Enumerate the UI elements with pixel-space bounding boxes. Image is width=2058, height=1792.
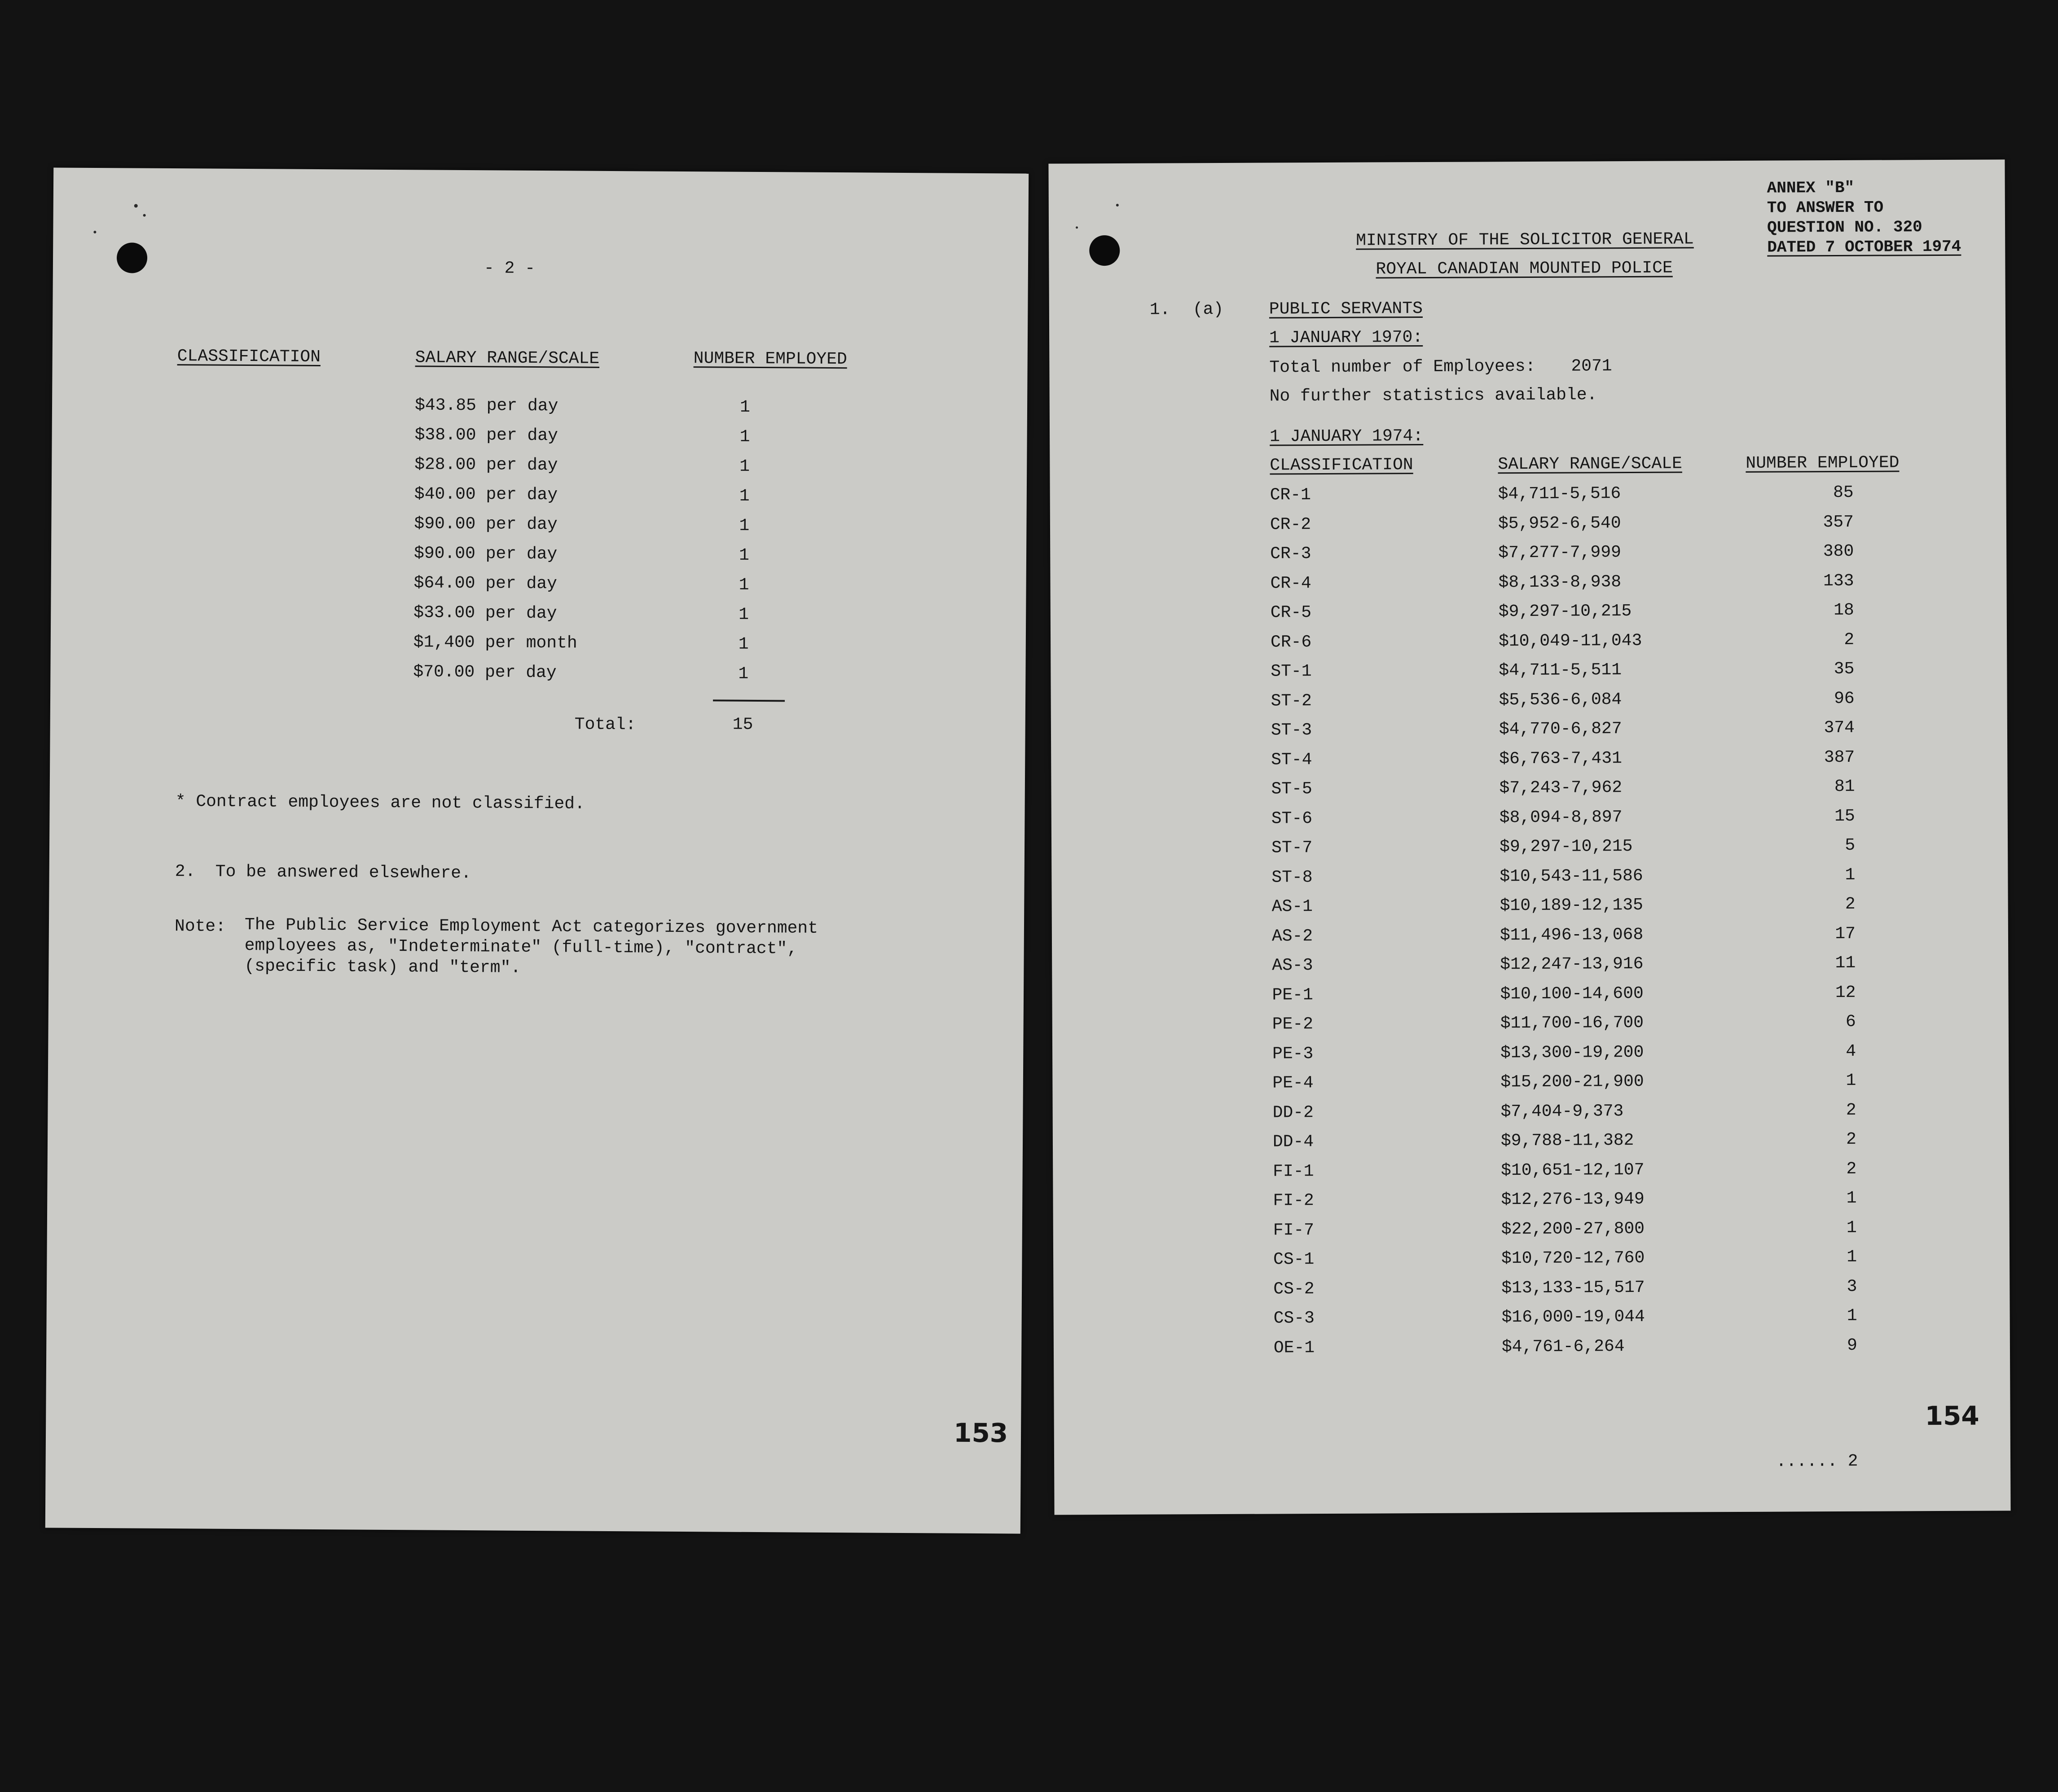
- right-row-classification: ST-3: [1271, 720, 1312, 740]
- right-row-salary: $4,770-6,827: [1499, 719, 1622, 739]
- right-row-classification: CR-2: [1270, 514, 1311, 535]
- right-row-employed: 15: [1834, 806, 1855, 826]
- note-label: Note:: [174, 917, 226, 936]
- right-row-salary: $9,788-11,382: [1500, 1130, 1634, 1151]
- right-row-classification: DD-4: [1272, 1132, 1314, 1152]
- right-row-salary: $7,243-7,962: [1499, 778, 1623, 798]
- right-row-classification: CR-3: [1270, 544, 1311, 564]
- right-row-classification: AS-2: [1271, 926, 1313, 946]
- right-row-salary: $7,277-7,999: [1498, 543, 1621, 563]
- right-row-classification: ST-1: [1271, 662, 1312, 681]
- left-row-salary: $43.85 per day: [414, 395, 558, 416]
- right-row-salary: $6,763-7,431: [1499, 748, 1622, 769]
- left-row-employed: 1: [738, 634, 749, 654]
- right-row-employed: 17: [1835, 924, 1856, 944]
- right-row-classification: ST-8: [1271, 867, 1313, 887]
- right-row-salary: $10,100-14,600: [1500, 984, 1644, 1004]
- right-row-classification: FI-2: [1273, 1191, 1314, 1211]
- right-row-salary: $10,651-12,107: [1501, 1160, 1645, 1180]
- right-page: [1048, 159, 2010, 1515]
- left-row-employed: 1: [739, 397, 750, 417]
- right-row-employed: 387: [1824, 747, 1855, 767]
- ministry-title: MINISTRY OF THE SOLICITOR GENERAL: [1356, 229, 1694, 250]
- left-row-employed: 1: [739, 486, 750, 506]
- right-row-salary: $10,720-12,760: [1501, 1248, 1645, 1269]
- right-row-classification: FI-7: [1273, 1220, 1315, 1240]
- right-row-employed: 35: [1834, 659, 1855, 679]
- right-row-salary: $9,297-10,215: [1498, 602, 1632, 622]
- left-page: [45, 167, 1029, 1533]
- left-row-employed: 1: [738, 664, 749, 684]
- page-marker: - 2 -: [484, 259, 536, 278]
- date-1974: 1 JANUARY 1974:: [1270, 426, 1424, 447]
- right-row-salary: $8,094-8,897: [1499, 807, 1623, 827]
- right-row-salary: $7,404-9,373: [1500, 1101, 1624, 1121]
- right-row-employed: 6: [1845, 1012, 1856, 1032]
- right-row-salary: $4,761-6,264: [1501, 1336, 1625, 1357]
- left-row-salary: $70.00 per day: [413, 662, 557, 683]
- no-stats-note: No further statistics available.: [1269, 385, 1597, 406]
- right-row-classification: ST-4: [1271, 750, 1312, 770]
- left-row-salary: $90.00 per day: [413, 544, 558, 564]
- left-row-employed: 1: [739, 575, 749, 595]
- left-row-employed: 1: [739, 516, 750, 536]
- right-row-employed: 81: [1834, 777, 1855, 797]
- left-row-employed: 1: [739, 605, 749, 624]
- right-row-employed: 1: [1845, 865, 1856, 885]
- right-row-employed: 3: [1847, 1277, 1857, 1296]
- right-row-employed: 9: [1847, 1335, 1858, 1355]
- header-salary: SALARY RANGE/SCALE: [415, 348, 600, 369]
- left-row-salary: $1,400 per month: [413, 632, 577, 653]
- right-row-salary: $13,133-15,517: [1501, 1278, 1645, 1298]
- right-row-classification: CR-1: [1270, 485, 1311, 505]
- left-row-salary: $28.00 per day: [414, 455, 558, 475]
- right-row-classification: AS-3: [1272, 956, 1313, 975]
- right-row-salary: $10,049-11,043: [1499, 631, 1642, 651]
- speck: [93, 231, 96, 233]
- right-row-classification: CS-3: [1273, 1309, 1315, 1328]
- right-row-employed: 1: [1846, 1071, 1856, 1090]
- right-row-employed: 2: [1846, 1100, 1856, 1120]
- right-row-salary: $11,700-16,700: [1500, 1013, 1644, 1033]
- header-salary: SALARY RANGE/SCALE: [1498, 454, 1682, 474]
- page-stamp-number: 153: [953, 1417, 1008, 1449]
- right-row-employed: 2: [1844, 630, 1855, 650]
- right-row-employed: 2: [1846, 1159, 1857, 1179]
- left-row-salary: $64.00 per day: [413, 573, 558, 594]
- note-text: The Public Service Employment Act categorizes government employees as, "Indeterminate" (full-time), "contract", (specific task) and "term".: [244, 915, 818, 978]
- right-row-employed: 12: [1835, 983, 1856, 1002]
- item-letter: (a): [1192, 299, 1224, 320]
- right-row-classification: PE-1: [1272, 985, 1313, 1005]
- right-row-salary: $16,000-19,044: [1501, 1307, 1645, 1327]
- right-row-employed: 5: [1845, 835, 1856, 855]
- right-row-employed: 2: [1845, 894, 1856, 914]
- total-employees-label: Total number of Employees:: [1269, 356, 1536, 378]
- right-row-salary: $12,276-13,949: [1501, 1189, 1645, 1210]
- left-row-employed: 1: [739, 457, 750, 476]
- right-row-classification: CR-6: [1271, 632, 1312, 652]
- right-row-employed: 357: [1823, 512, 1854, 532]
- annex-line3: QUESTION NO. 320: [1767, 218, 1922, 237]
- item-number: 1.: [1149, 300, 1170, 320]
- right-row-employed: 96: [1834, 689, 1855, 708]
- header-classification: CLASSIFICATION: [1270, 455, 1413, 475]
- section-title: PUBLIC SERVANTS: [1269, 299, 1423, 319]
- right-row-classification: CR-5: [1270, 603, 1312, 623]
- header-employed: NUMBER EMPLOYED: [1746, 453, 1900, 473]
- right-row-employed: 11: [1835, 953, 1856, 973]
- left-row-employed: 1: [739, 545, 749, 565]
- left-row-employed: 1: [739, 427, 750, 447]
- punch-hole: [1089, 235, 1120, 266]
- right-row-employed: 1: [1846, 1188, 1857, 1208]
- right-row-salary: $10,189-12,135: [1500, 895, 1644, 916]
- total-value: 15: [732, 715, 753, 734]
- right-row-salary: $11,496-13,068: [1500, 925, 1644, 945]
- item2-number: 2.: [175, 862, 196, 882]
- speck: [1116, 204, 1119, 206]
- rcmp-title: ROYAL CANADIAN MOUNTED POLICE: [1376, 258, 1673, 279]
- right-row-classification: ST-6: [1271, 808, 1313, 829]
- right-row-employed: 133: [1823, 571, 1854, 591]
- right-row-salary: $5,536-6,084: [1499, 690, 1622, 710]
- right-row-employed: 1: [1846, 1218, 1857, 1238]
- header-employed: NUMBER EMPLOYED: [693, 349, 847, 369]
- right-row-salary: $5,952-6,540: [1498, 513, 1621, 533]
- right-row-salary: $9,297-10,215: [1500, 836, 1633, 857]
- right-row-salary: $12,247-13,916: [1500, 954, 1644, 975]
- left-row-salary: $33.00 per day: [413, 603, 557, 624]
- header-classification: CLASSIFICATION: [177, 347, 321, 367]
- page-stamp-number: 154: [1925, 1400, 1979, 1432]
- speck: [1076, 226, 1078, 228]
- right-row-classification: CS-1: [1273, 1250, 1315, 1269]
- footnote: * Contract employees are not classified.: [175, 792, 585, 814]
- item2-text: To be answered elsewhere.: [215, 862, 471, 883]
- right-row-classification: PE-3: [1272, 1044, 1314, 1064]
- right-row-classification: AS-1: [1271, 897, 1313, 917]
- date-1970: 1 JANUARY 1970:: [1269, 328, 1423, 348]
- right-row-classification: CS-2: [1273, 1279, 1315, 1299]
- total-label: Total:: [574, 715, 636, 735]
- right-row-employed: 4: [1846, 1041, 1856, 1061]
- annex-line4: DATED 7 OCTOBER 1974: [1767, 237, 1961, 257]
- right-row-salary: $4,711-5,516: [1498, 484, 1621, 504]
- left-row-salary: $90.00 per day: [414, 514, 558, 535]
- right-row-employed: 1: [1847, 1247, 1857, 1267]
- right-row-classification: FI-1: [1273, 1161, 1314, 1181]
- right-row-salary: $4,711-5,511: [1499, 660, 1622, 681]
- right-row-employed: 1: [1847, 1306, 1857, 1326]
- right-row-salary: $10,543-11,586: [1500, 866, 1643, 886]
- right-row-salary: $13,300-19,200: [1500, 1042, 1644, 1063]
- total-rule: [713, 699, 785, 702]
- right-row-classification: PE-2: [1272, 1015, 1314, 1034]
- right-row-classification: ST-5: [1271, 779, 1312, 799]
- right-row-salary: $22,200-27,800: [1501, 1219, 1645, 1239]
- right-row-classification: CR-4: [1270, 573, 1311, 593]
- punch-hole: [117, 242, 147, 273]
- right-row-employed: 2: [1846, 1129, 1857, 1149]
- right-row-classification: ST-2: [1271, 691, 1312, 711]
- annex-line1: ANNEX "B": [1767, 178, 1855, 198]
- speck: [134, 204, 138, 207]
- right-row-employed: 380: [1823, 541, 1854, 562]
- right-row-classification: PE-4: [1272, 1073, 1314, 1093]
- right-row-employed: 85: [1833, 483, 1854, 503]
- right-row-employed: 374: [1824, 718, 1855, 738]
- left-row-salary: $40.00 per day: [414, 484, 558, 505]
- total-employees-value: 2071: [1571, 356, 1612, 376]
- right-row-employed: 18: [1834, 600, 1854, 620]
- right-row-salary: $15,200-21,900: [1500, 1072, 1644, 1092]
- right-row-salary: $8,133-8,938: [1498, 572, 1622, 592]
- right-row-classification: ST-7: [1271, 838, 1313, 858]
- annex-line2: TO ANSWER TO: [1767, 198, 1884, 217]
- right-row-classification: DD-2: [1272, 1102, 1314, 1123]
- speck: [143, 214, 146, 217]
- continuation-marker: ...... 2: [1776, 1451, 1858, 1471]
- left-row-salary: $38.00 per day: [414, 425, 558, 446]
- right-row-classification: OE-1: [1273, 1338, 1315, 1357]
